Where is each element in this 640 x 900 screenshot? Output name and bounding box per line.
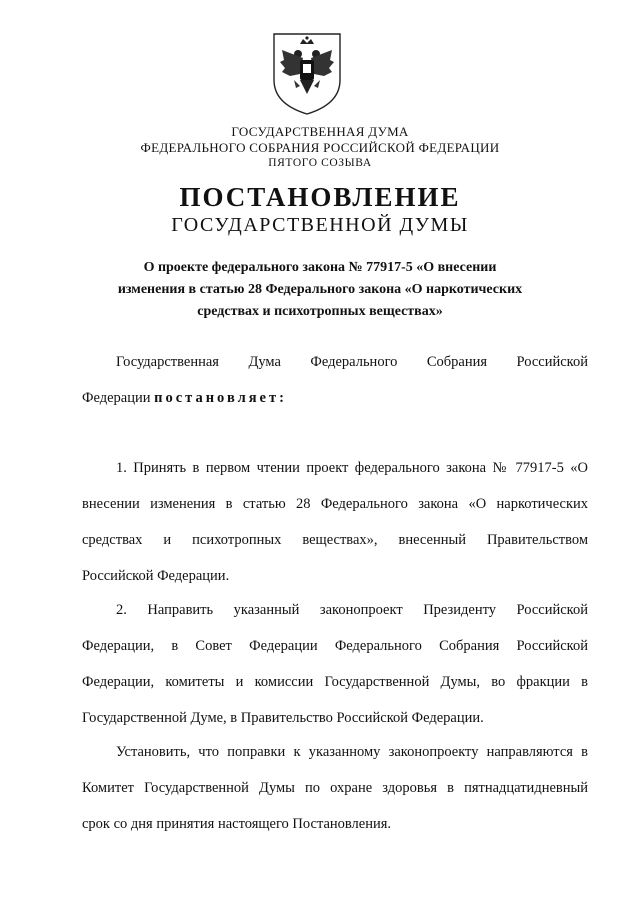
paragraph-line: срок со дня принятия настоящего Постановления. — [82, 816, 392, 832]
paragraph-line: средствах и психотропных веществах», внесенный Правительством — [82, 532, 588, 548]
item-2-paragraph — [82, 592, 588, 736]
paragraph-line: Комитет Государственной Думы по охране здоровья в пятнадцатидневный — [82, 780, 588, 796]
paragraph-line: Федерации, в Совет Федерации Федерального Собрания Российской — [82, 638, 588, 654]
preamble-paragraph — [82, 344, 588, 416]
paragraph-line — [82, 380, 588, 416]
paragraph-line: Российской Федерации. — [82, 568, 230, 584]
convocation-line: ПЯТОГО СОЗЫВА — [268, 157, 372, 169]
paragraph-line: 2. Направить указанный законопроект Президенту Российской — [116, 602, 588, 618]
preamble-prefix: Федерации — [82, 390, 151, 406]
preamble-verb: постановляет: — [154, 390, 287, 406]
paragraph-line: Государственной Думе, в Правительство Российской Федерации. — [82, 710, 484, 726]
document-subtitle: ГОСУДАРСТВЕННОЙ ДУМЫ — [171, 214, 469, 236]
paragraph-line: Государственная Дума Федерального Собрания Российской — [116, 354, 588, 370]
subject-line: О проекте федерального закона № 77917-5 «О внесении — [143, 260, 497, 275]
item-1-paragraph — [82, 450, 588, 594]
document-subject — [100, 257, 540, 323]
coat-of-arms-icon — [270, 30, 344, 116]
subject-line: средствах и психотропных веществах» — [197, 304, 443, 319]
document-title: ПОСТАНОВЛЕНИЕ — [179, 182, 461, 212]
paragraph-line: 1. Принять в первом чтении проект федерального закона № 77917-5 «О — [116, 460, 588, 476]
paragraph-line: внесении изменения в статью 28 Федерального закона «О наркотических — [82, 496, 588, 512]
paragraph-line: Установить, что поправки к указанному законопроекту направляются в — [116, 744, 588, 760]
org-name-line2: ФЕДЕРАЛЬНОГО СОБРАНИЯ РОССИЙСКОЙ ФЕДЕРАЦИИ — [140, 140, 500, 155]
paragraph-line: Федерации, комитеты и комиссии Государственной Думы, во фракции в — [82, 674, 588, 690]
item-3-paragraph — [82, 734, 588, 842]
subject-line: изменения в статью 28 Федерального закона «О наркотических — [117, 282, 523, 297]
org-name-line1: ГОСУДАРСТВЕННАЯ ДУМА — [231, 124, 409, 139]
